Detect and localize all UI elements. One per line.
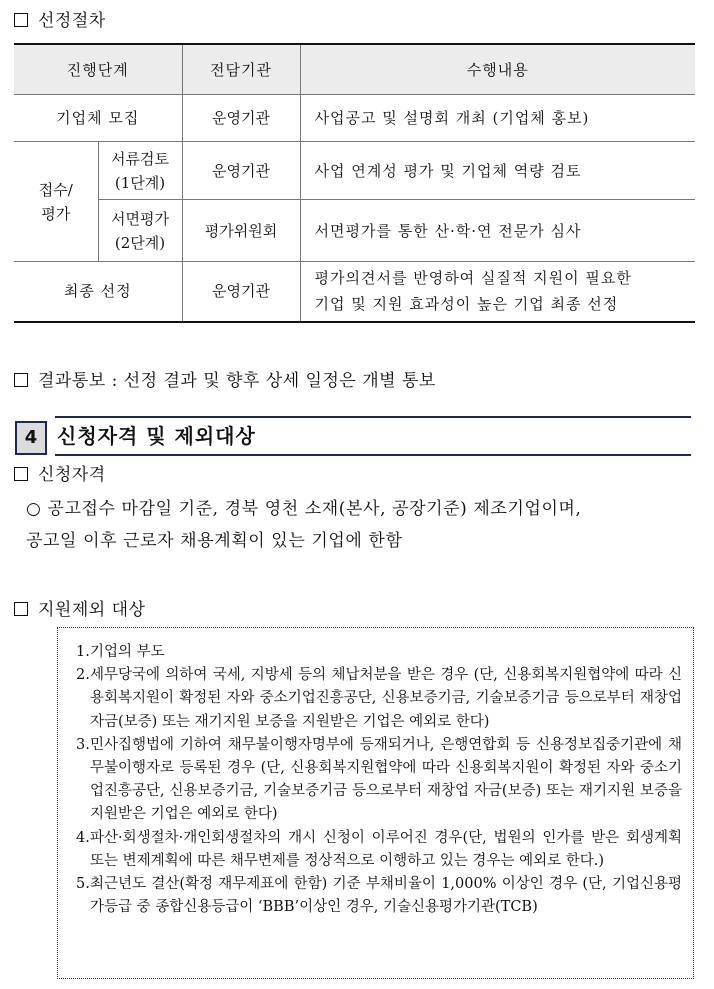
table-row [14, 142, 695, 200]
cell-content: 사업 연계성 평가 및 기업체 역량 검토 [300, 142, 695, 200]
list-item-number: 5. [76, 876, 90, 893]
cell-content: 서면평가를 통한 산·학·연 전문가 심사 [300, 200, 695, 262]
list-item-text: 민사집행법에 기하여 채무불이행자명부에 등재되거나, 은행연합회 등 신용정보집중기관에 채무불이행자로 등록된 경우 (단, 신용회복지원협약에 따라 신용회복지원이 확정된 자와 중소기업진흥공단, 신용보증기금, 기술보증기금 등으로부터 재창업 자금(보증) 또는 재기지원 보증을 지원받은 기업은 예외로 한다) [90, 736, 682, 823]
section-title-text: 신청자격 및 제외대상 [57, 424, 256, 448]
result-notice [14, 366, 436, 391]
eligibility-heading-text: 신청자격 [38, 465, 106, 485]
list-item [76, 873, 682, 919]
cell-stage: 기업체 모집 [14, 95, 182, 142]
selection-heading-text: 선정절차 [38, 11, 106, 31]
checkbox-square-icon [14, 13, 28, 27]
eligibility-heading [14, 460, 106, 485]
checkbox-square-icon [14, 467, 28, 481]
list-item [76, 827, 682, 873]
list-item-text: 세무당국에 의하여 국세, 지방세 등의 체납처분을 받은 경우 (단, 신용회복지원협약에 따라 신용회복지원이 확정된 자와 중소기업진흥공단, 신용보증기금, 기술보증기금 등으로부터 재창업 자금(보증) 또는 재기지원 보증을 지원받은 기업은 예외로 한다) [90, 667, 682, 730]
eligibility-line-1: ○ 공고접수 마감일 기준, 경북 영천 소재(본사, 공장기준) 제조기업이며, [26, 499, 582, 519]
header-content: 수행내용 [300, 44, 695, 95]
cell-agency: 운영기관 [182, 142, 300, 200]
list-item-number: 4. [76, 829, 90, 846]
result-notice-text: 결과통보 : 선정 결과 및 향후 상세 일정은 개별 통보 [38, 371, 436, 391]
header-stage: 진행단계 [14, 44, 182, 95]
section-number: 4 [15, 421, 47, 455]
header-agency: 전담기관 [182, 44, 300, 95]
cell-content: 사업공고 및 설명회 개최 (기업체 홍보) [300, 95, 695, 142]
cell-content: 평가의견서를 반영하여 실질적 지원이 필요한 기업 및 지원 효과성이 높은 기업 최종 선정 [300, 262, 695, 322]
cell-substage: 서류검토 (1단계) [98, 142, 182, 200]
list-item-number: 2. [76, 667, 90, 684]
list-item-number: 3. [76, 736, 90, 753]
list-item [76, 734, 682, 827]
table-row [14, 200, 695, 262]
cell-stage: 최종 선정 [14, 262, 182, 322]
selection-procedure-table [14, 43, 695, 323]
exclusion-list [76, 641, 682, 919]
table-header-row [14, 44, 695, 95]
eligibility-line-2: 공고일 이후 근로자 채용계획이 있는 기업에 한함 [26, 531, 403, 551]
table-row [14, 95, 695, 142]
cell-agency: 운영기관 [182, 262, 300, 322]
section-title [55, 416, 691, 456]
list-item-text: 최근년도 결산(확정 재무제표에 한함) 기준 부채비율이 1,000% 이상인 경우 (단, 기업신용평가등급 중 종합신용등급이 ‘BBB’이상인 경우, 기술신용평가기관(TCB) [90, 876, 682, 916]
cell-agency: 운영기관 [182, 95, 300, 142]
table-row [14, 262, 695, 322]
list-item-text: 파산·회생절차·개인회생절차의 개시 신청이 이루어진 경우(단, 법원의 인가를 받은 회생계획 또는 변제계획에 따른 채무변제를 정상적으로 이행하고 있는 경우는 예외로 한다.) [90, 829, 682, 869]
list-item-text: 기업의 부도 [90, 644, 165, 660]
cell-substage: 서면평가 (2단계) [98, 200, 182, 262]
checkbox-square-icon [14, 602, 28, 616]
cell-stage-group: 접수/ 평가 [14, 142, 98, 262]
list-item [76, 641, 682, 664]
exclusion-heading-text: 지원제외 대상 [38, 600, 146, 620]
selection-heading [14, 6, 106, 31]
checkbox-square-icon [14, 373, 28, 387]
list-item [76, 664, 682, 734]
exclusion-list-box [57, 627, 694, 979]
cell-agency: 평가위원회 [182, 200, 300, 262]
exclusion-heading [14, 595, 145, 620]
list-item-number: 1. [76, 644, 90, 660]
